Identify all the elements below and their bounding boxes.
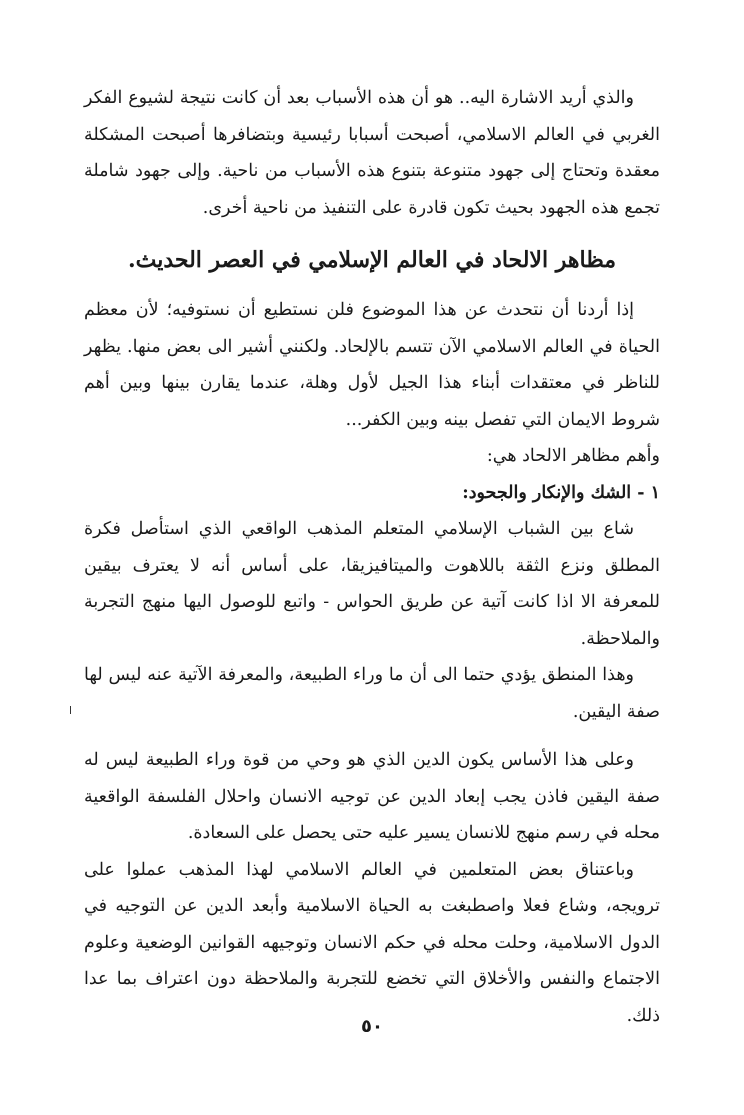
section-heading: مظاهر الالحاد في العالم الإسلامي في العصر الحديث. <box>127 247 617 273</box>
paragraph-gap <box>84 730 660 742</box>
paragraph-realism: شاع بين الشباب الإسلامي المتعلم المذهب الواقعي الذي استأصل فكرة المطلق ونزع الثقة باللاهوت والميتافيزيقا، على أساس أنه لا يعترف بيقين للمعرفة الا اذا كانت آتية عن طريق الحواس - واتبع للوصول اليها منهج التجربة والملاحظة. <box>84 519 660 649</box>
paragraph-list-intro: وأهم مظاهر الالحاد هي: <box>486 446 660 466</box>
page-number: ٥٠ <box>361 1016 383 1037</box>
paragraph-religion: وعلى هذا الأساس يكون الدين الذي هو وحي من قوة وراء الطبيعة ليس له صفة اليقين فاذن يجب إبعاد الدين عن توجيه الانسان واحلال الفلسفة الواقعية محله في رسم منهج للانسان يسير عليه حتى يحصل على السعادة. <box>84 750 660 843</box>
margin-mark <box>70 706 71 714</box>
paragraph-intro: والذي أريد الاشارة اليه.. هو أن هذه الأسباب بعد أن كانت نتيجة لشيوع الفكر الغربي في العالم الاسلامي، أصبحت أسبابا رئيسية وبتضافرها أصبحت المشكلة معقدة وتحتاج إلى جهود متنوعة بتنوع هذه الأسباب من ناحية. وإلى جهود شاملة تجمع هذه الجهود بحيث تكون قادرة على التنفيذ من ناحية أخرى. <box>84 88 660 218</box>
paragraph-logic: وهذا المنطق يؤدي حتما الى أن ما وراء الطبيعة، والمعرفة الآتية عنه ليس لها صفة اليقين. <box>84 665 660 722</box>
list-item-heading: ١ - الشك والإنكار والجحود: <box>462 482 660 503</box>
page-body <box>84 80 660 1034</box>
paragraph-topic: إذا أردنا أن نتحدث عن هذا الموضوع فلن نستطيع أن نستوفيه؛ لأن معظم الحياة في العالم الاسلامي الآن تتسم بالإلحاد. ولكنني أشير الى بعض منها. يظهر للناظر في معتقدات أبناء هذا الجيل لأول وهلة، عندما يقارن بينها وبين أهم شروط الايمان التي تفصل بينه وبين الكفر... <box>84 300 660 430</box>
paragraph-adoption: وباعتناق بعض المتعلمين في العالم الاسلامي لهذا المذهب عملوا على ترويجه، وشاع فعلا واصطبغت به الحياة الاسلامية وأبعد الدين عن التوجيه في الدول الاسلامية، وحلت محله في حكم الانسان وتوجيهه القوانين الوضعية وعلوم الاجتماع والنفس والأخلاق التي تخضع للتجربة والملاحظة دون اعتراف بما عدا ذلك. <box>84 859 660 1026</box>
